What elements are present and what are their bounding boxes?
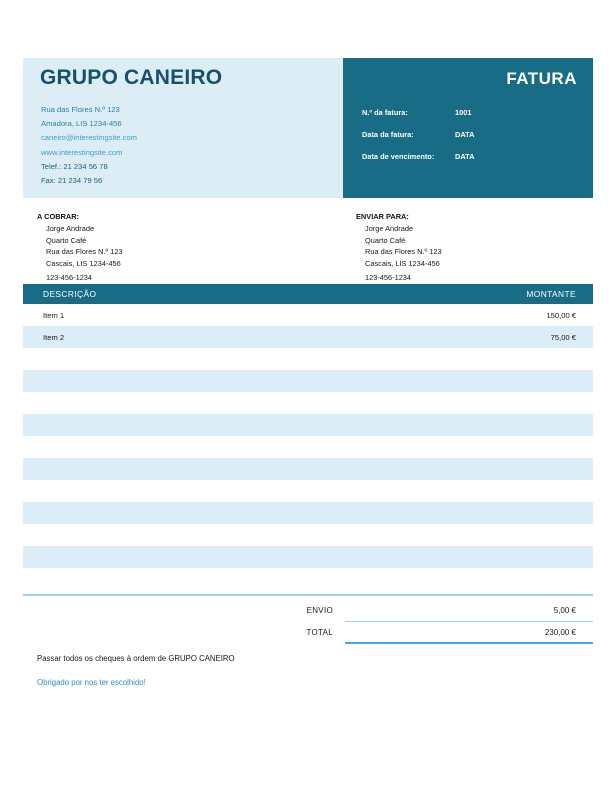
total-row bbox=[255, 622, 593, 644]
company-address-block bbox=[41, 103, 137, 188]
row-description: Item 1 bbox=[43, 311, 65, 320]
bill-to-company: Quarto Café bbox=[46, 235, 87, 245]
invoice-date-label: Data da fatura: bbox=[362, 130, 414, 139]
ship-to-block bbox=[356, 211, 442, 283]
company-website[interactable]: www.interestingsite.com bbox=[41, 147, 123, 157]
ship-to-street: Rua das Flores N.º 123 bbox=[365, 247, 442, 257]
ship-to-name: Jorge Andrade bbox=[365, 224, 414, 234]
table-row[interactable] bbox=[23, 392, 593, 414]
totals-block bbox=[255, 600, 593, 644]
ship-to-phone: 123-456-1234 bbox=[365, 273, 412, 283]
due-date-value: DATA bbox=[455, 152, 475, 161]
bill-to-street: Rua das Flores N.º 123 bbox=[46, 247, 123, 257]
table-row[interactable] bbox=[23, 326, 593, 348]
row-amount: 150,00 € bbox=[546, 311, 576, 320]
invoice-number-label: N.º da fatura: bbox=[362, 108, 408, 117]
company-phone: Telef.: 21 234 56 78 bbox=[41, 161, 108, 171]
row-amount: 75,00 € bbox=[550, 333, 576, 342]
table-row[interactable] bbox=[23, 348, 593, 370]
table-row[interactable] bbox=[23, 502, 593, 524]
bill-to-heading: A COBRAR: bbox=[37, 212, 80, 221]
company-city: Amadora, LIS 1234-456 bbox=[41, 119, 122, 129]
invoice-number-row bbox=[362, 105, 616, 127]
bill-to-phone: 123-456-1234 bbox=[46, 273, 93, 283]
company-name: GRUPO CANEIRO bbox=[40, 66, 223, 89]
totals-separator-rule bbox=[23, 594, 593, 596]
company-header-block bbox=[23, 58, 343, 198]
thank-you-message: Obrigado por nos ter escolhido! bbox=[37, 678, 146, 687]
ship-to-heading: ENVIAR PARA: bbox=[356, 212, 409, 221]
table-row[interactable] bbox=[23, 436, 593, 458]
due-date-row bbox=[362, 149, 616, 171]
row-description: Item 2 bbox=[43, 333, 65, 342]
invoice-title: FATURA bbox=[506, 69, 577, 88]
invoice-meta-block bbox=[343, 58, 593, 198]
line-items-table-body bbox=[23, 304, 593, 590]
table-row[interactable] bbox=[23, 524, 593, 546]
shipping-row bbox=[255, 600, 593, 622]
column-header-amount: MONTANTE bbox=[526, 289, 576, 299]
total-value: 230,00 € bbox=[544, 628, 576, 637]
table-row[interactable] bbox=[23, 370, 593, 392]
invoice-date-row bbox=[362, 127, 616, 149]
total-rule bbox=[345, 642, 593, 645]
company-street: Rua das Flores N.º 123 bbox=[41, 105, 120, 114]
invoice-header bbox=[23, 58, 593, 198]
table-row[interactable] bbox=[23, 304, 593, 326]
ship-to-city: Cascais, LIS 1234-456 bbox=[365, 258, 440, 268]
table-row[interactable] bbox=[23, 458, 593, 480]
shipping-label: ENVIO bbox=[306, 606, 333, 615]
payment-instructions: Passar todos os cheques à ordem de GRUPO CANEIRO bbox=[37, 654, 235, 663]
shipping-value: 5,00 € bbox=[553, 606, 576, 615]
bill-to-city: Cascais, LIS 1234-456 bbox=[46, 258, 121, 268]
company-fax: Fax: 21 234 79 56 bbox=[41, 176, 103, 186]
due-date-label: Data de vencimento: bbox=[362, 152, 435, 161]
company-email[interactable]: caneiro@interestingsite.com bbox=[41, 133, 137, 143]
line-items-table-header bbox=[23, 284, 593, 304]
table-row[interactable] bbox=[23, 414, 593, 436]
total-label: TOTAL bbox=[306, 628, 333, 637]
ship-to-company: Quarto Café bbox=[365, 235, 406, 245]
bill-to-block bbox=[37, 211, 123, 283]
column-header-description: DESCRIÇÃO bbox=[43, 289, 97, 299]
bill-to-name: Jorge Andrade bbox=[46, 224, 95, 234]
invoice-meta-list bbox=[362, 105, 616, 171]
invoice-number-value: 1001 bbox=[455, 108, 472, 117]
table-row[interactable] bbox=[23, 568, 593, 590]
invoice-date-value: DATA bbox=[455, 130, 475, 139]
table-row[interactable] bbox=[23, 480, 593, 502]
table-row[interactable] bbox=[23, 546, 593, 568]
